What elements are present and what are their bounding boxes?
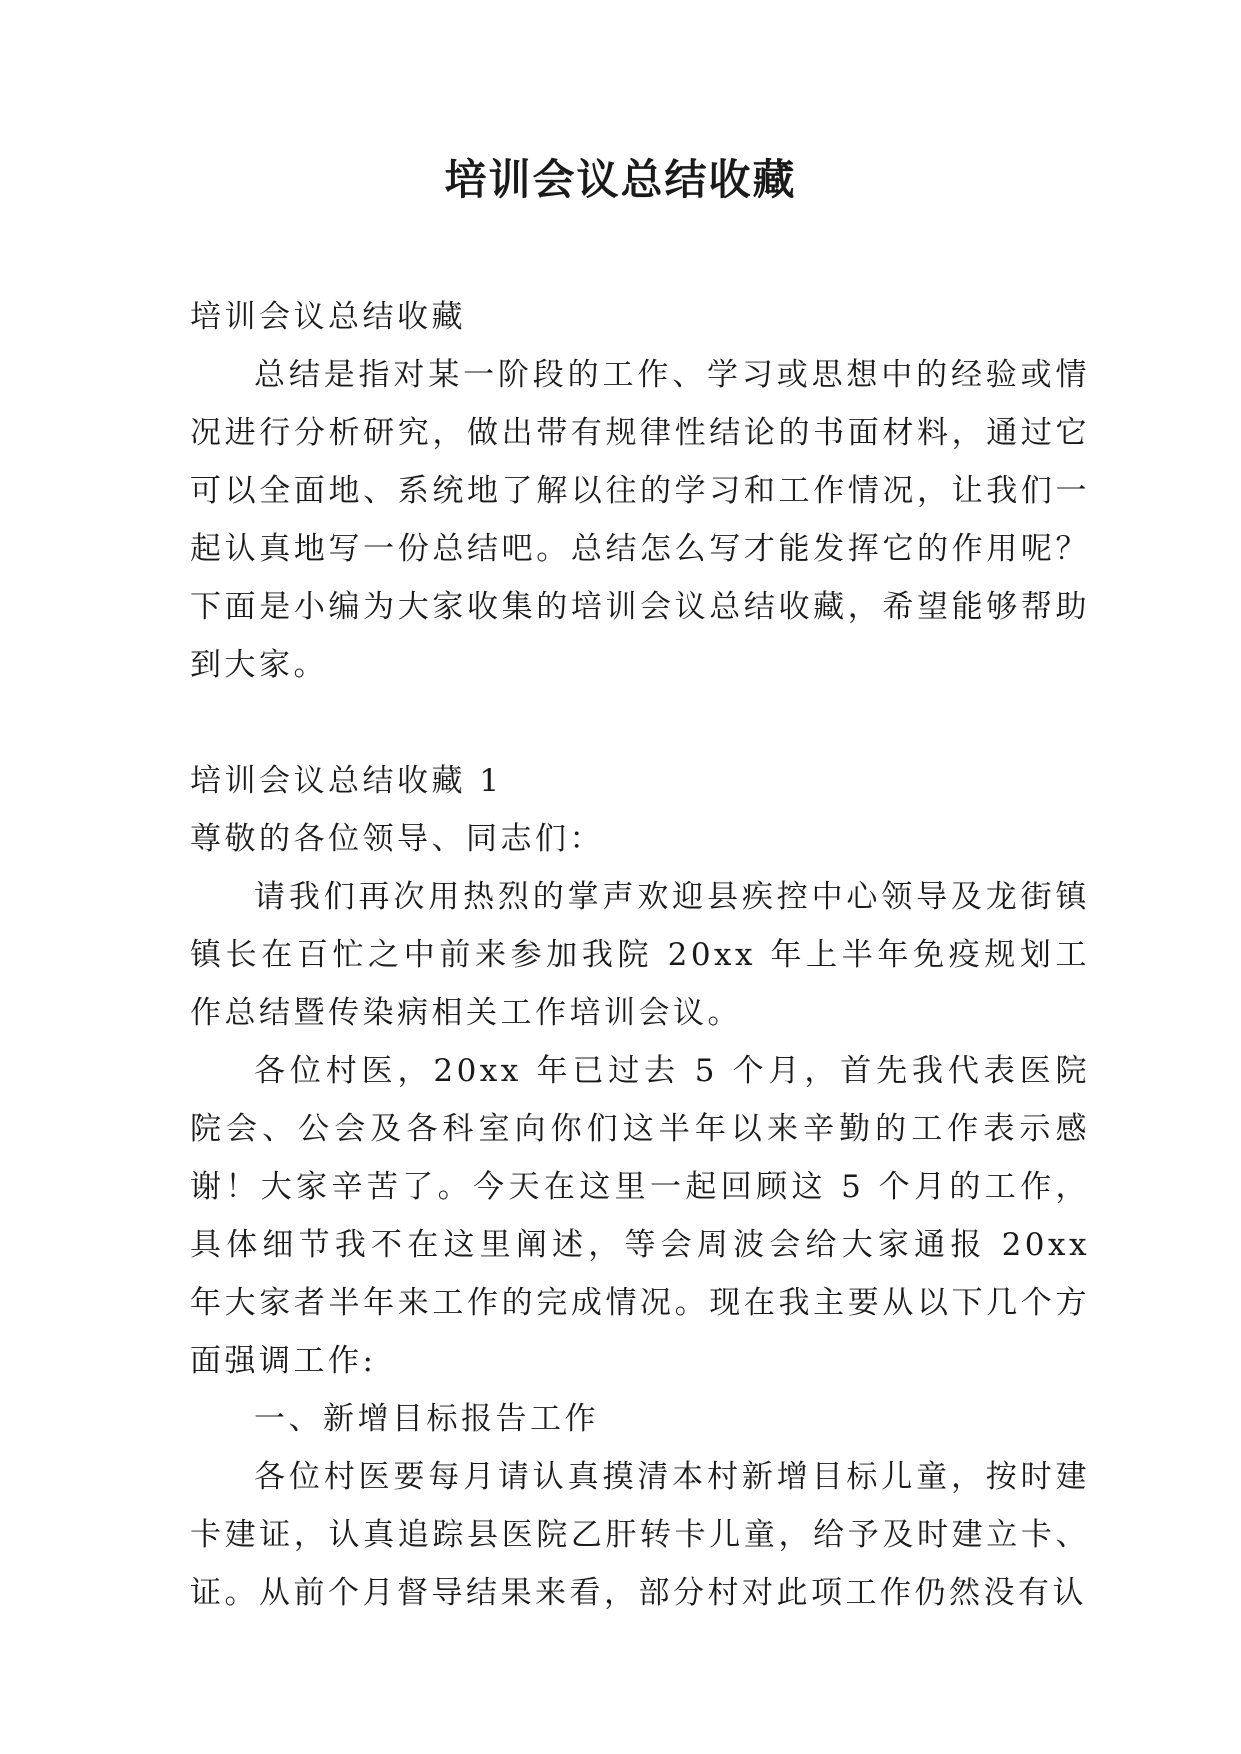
paragraph-heading: 培训会议总结收藏	[190, 299, 466, 335]
paragraph-subheading: 一、新增目标报告工作	[254, 1401, 599, 1437]
document-title: 培训会议总结收藏	[444, 155, 797, 204]
paragraph-intro: 总结是指对某一阶段的工作、学习或思想中的经验或情况进行分析研究，做出带有规律性结论的书面材料，通过它可以全面地、系统地了解以往的学习和工作情况，让我们一起认真地写一份总结吧。总结怎么写才能发挥它的作用呢？下面是小编为大家收集的培训会议总结收藏，希望能够帮助到大家。	[190, 357, 1090, 683]
paragraph-salutation: 尊敬的各位领导、同志们：	[190, 821, 604, 857]
paragraph-thanks: 各位村医，20xx 年已过去 5 个月，首先我代表医院院会、公会及各科室向你们这半年以来辛勤的工作表示感谢！大家辛苦了。今天在这里一起回顾这 5 个月的工作，具体细节我不在这里阐述，等会周波会给大家通报 20xx 年大家者半年来工作的完成情况。现在我主要从以下几个方面强调工作:	[190, 1053, 1090, 1379]
paragraph-welcome: 请我们再次用热烈的掌声欢迎县疾控中心领导及龙街镇镇长在百忙之中前来参加我院 20xx 年上半年免疫规划工作总结暨传染病相关工作培训会议。	[190, 879, 1090, 1031]
paragraph-section-heading: 培训会议总结收藏 1	[190, 763, 503, 799]
paragraph-new-targets: 各位村医要每月请认真摸清本村新增目标儿童，按时建卡建证，认真追踪县医院乙肝转卡儿童，给予及时建立卡、证。从前个月督导结果来看，部分村对此项工作仍然没有认	[190, 1459, 1090, 1611]
document-body	[190, 288, 1090, 1622]
